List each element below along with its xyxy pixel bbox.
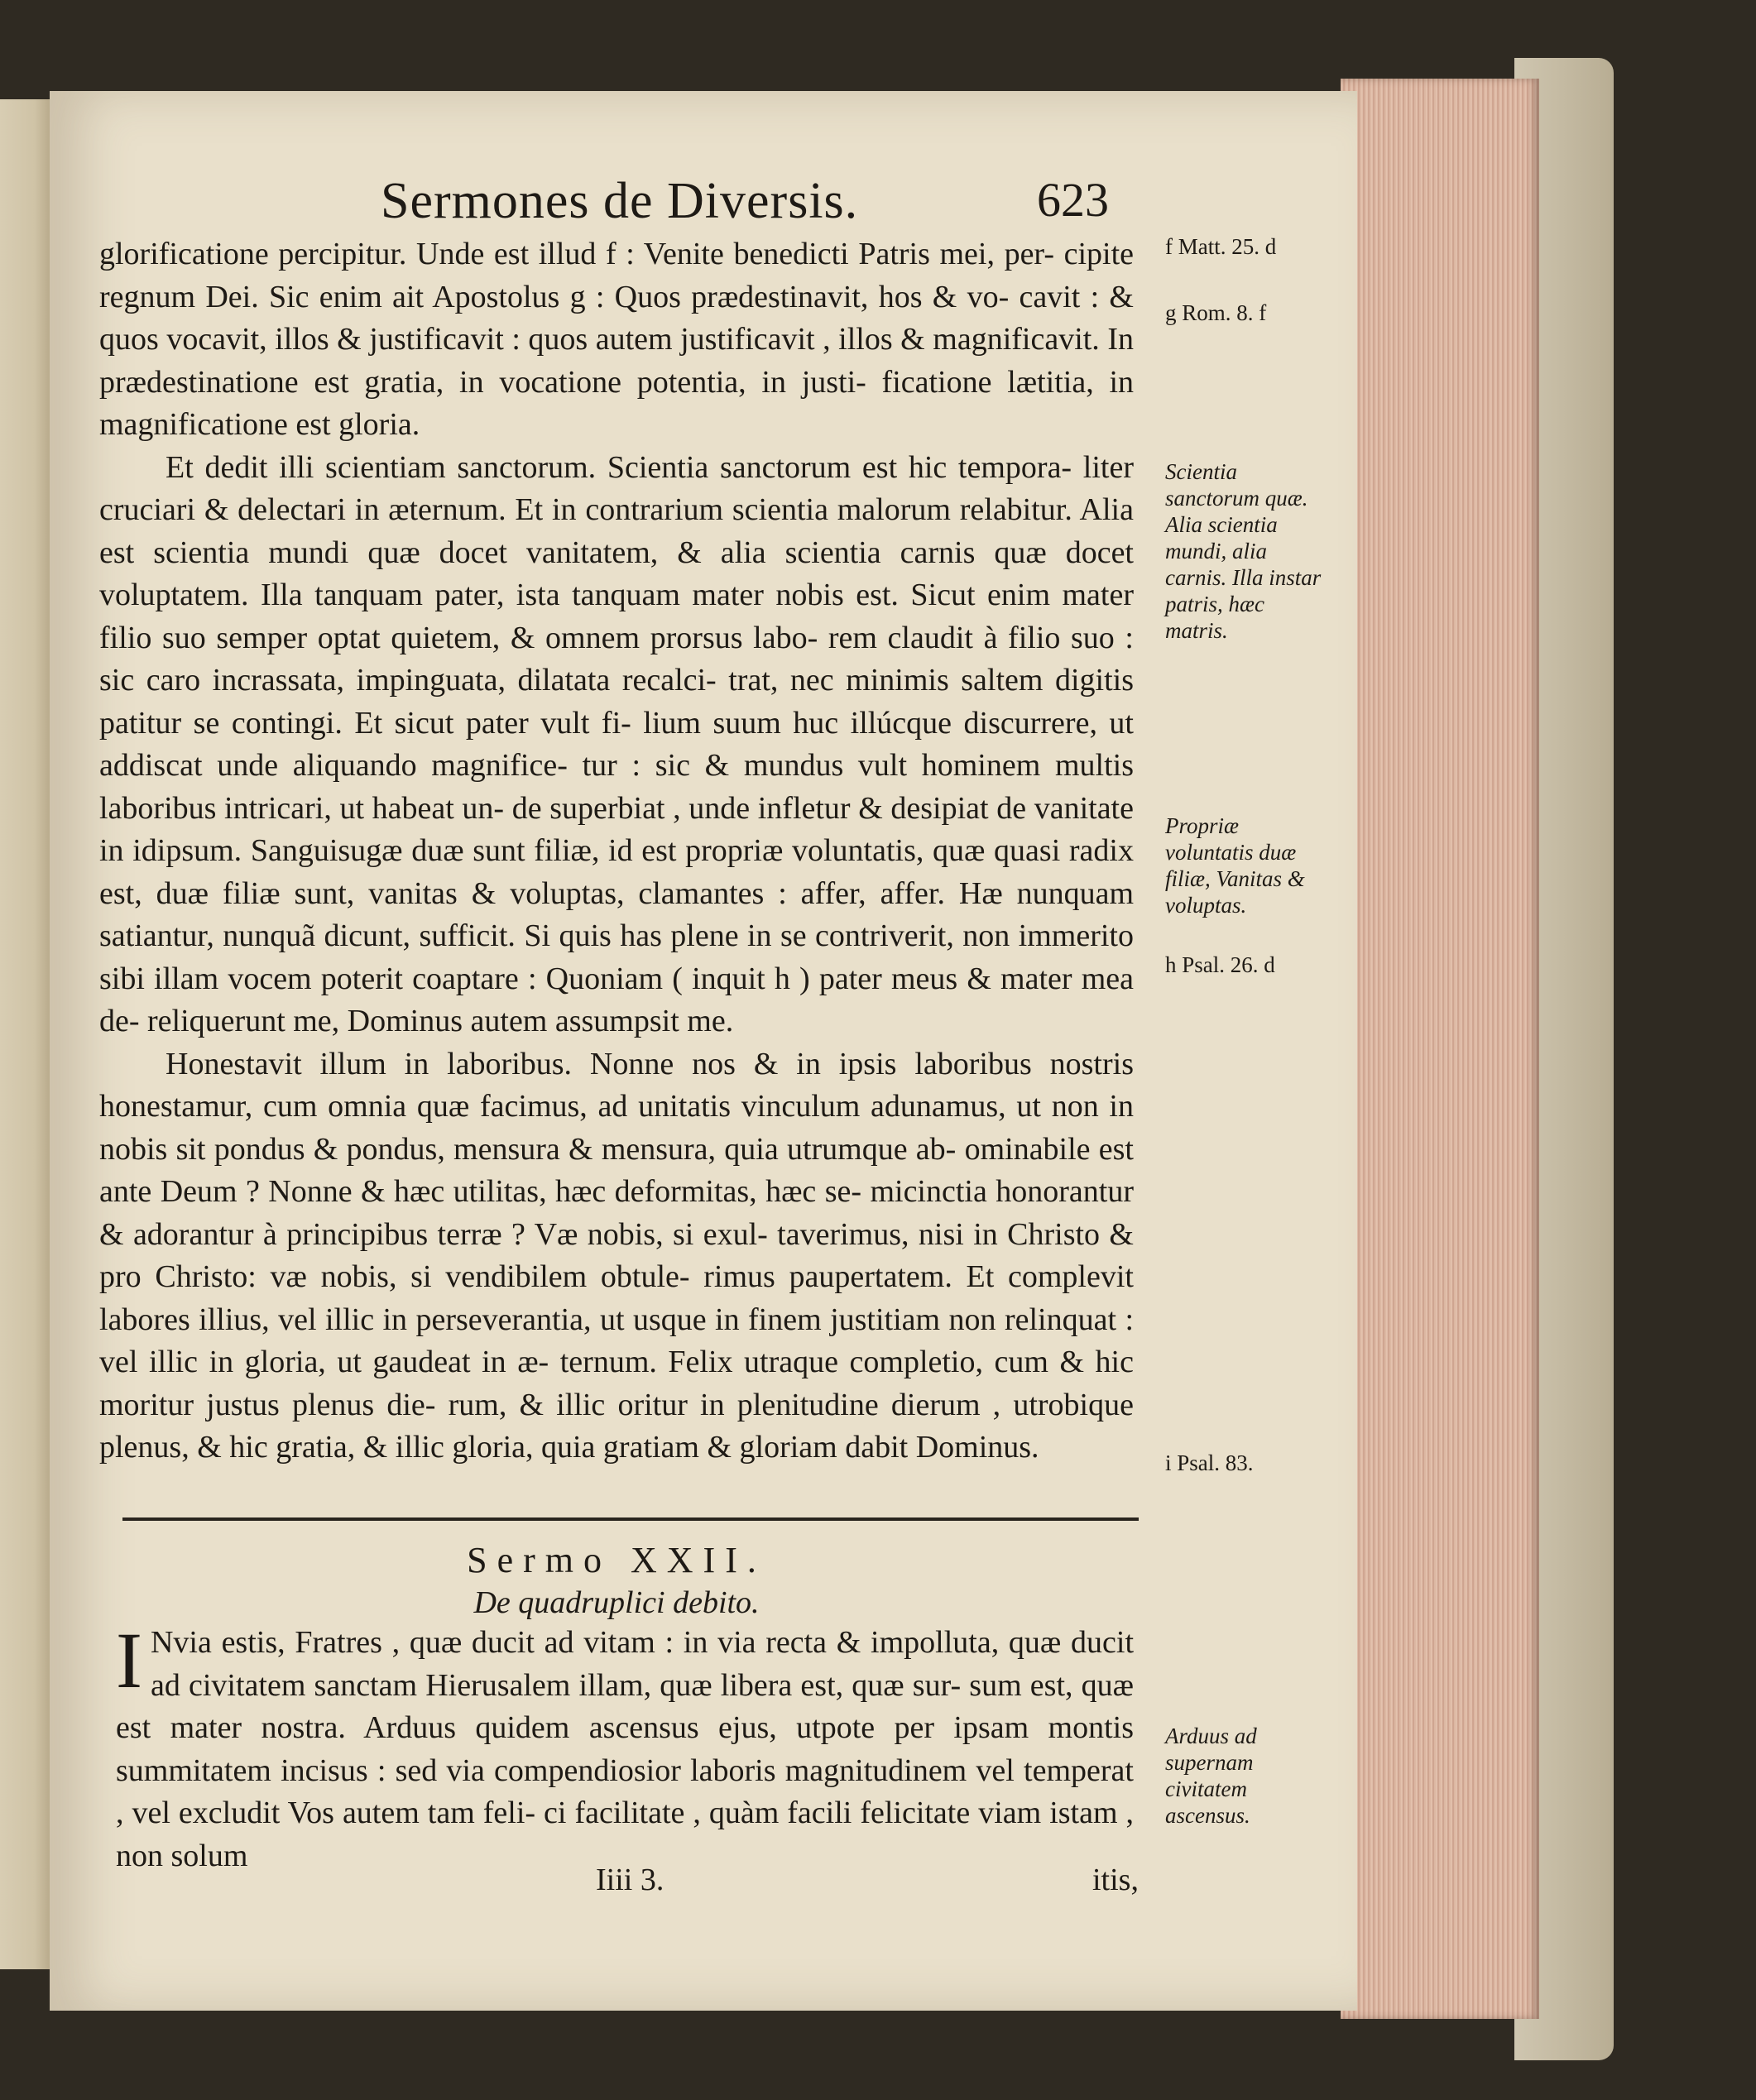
text-line: honestamur, cum omnia quæ facimus, ad unitatis vinculum adunamus, ut — [99, 1089, 1052, 1124]
text-line: Nvia estis, Fratres , quæ ducit ad vitam : in via recta & impolluta, quæ — [150, 1625, 1072, 1660]
margin-note-gloss: Scientia sanctorum quæ. Alia scientia mundi, alia carnis. Illa instar patris, hæc matris. — [1165, 459, 1322, 643]
text-line: & illic gloria, quia gratiam & gloriam dabit Dominus. — [362, 1430, 1039, 1465]
drop-cap: I — [116, 1616, 142, 1704]
signature-mark: Iiii 3. — [596, 1863, 664, 1897]
text-line: ominabile est ante Deum ? Nonne & hæc utilitas, hæc deformitas, hæc se- — [99, 1131, 1134, 1209]
page-number: 623 — [1037, 173, 1109, 227]
text-line: magnificavit. In prædestinatione est gratia, in vocatione potentia, in justi- — [99, 322, 1134, 400]
catchword: itis, — [1092, 1863, 1139, 1897]
text-line: dicunt, sufficit. Si quis has plene in se contriverit, non immerito sibi illam — [99, 918, 1134, 996]
text-line: relabitur. Alia est scientia mundi quæ docet vanitatem, & alia scientia carnis — [99, 492, 1134, 570]
text-line: reliquerunt me, Dominus autem assumpsit me. — [147, 1004, 734, 1038]
text-line: ipsam montis summitatem incisus : sed via compendiosior laboris — [116, 1710, 1134, 1788]
text-line: rum, & illic oritur in plenitudine dierum , utrobique plenus, & hic gratia, — [99, 1387, 1134, 1465]
paragraph-2 — [99, 447, 1134, 1043]
paragraph-3 — [99, 1043, 1134, 1470]
text-line: Et dedit illi scientiam sanctorum. Scientia sanctorum est hic tempora- — [166, 449, 1083, 485]
paragraph-1 — [99, 233, 1134, 447]
text-line: Honestavit illum in laboribus. Nonne nos & in ipsis laboribus nostris — [166, 1046, 1134, 1081]
section-divider — [122, 1517, 1139, 1521]
main-text — [99, 233, 1134, 1470]
margin-note-reference: i Psal. 83. — [1165, 1450, 1254, 1475]
text-line: micinctia honorantur & adorantur à principibus terræ ? Væ nobis, si exul- — [99, 1174, 1134, 1252]
margin-note-reference: h Psal. 26. d — [1165, 952, 1275, 977]
text-line: vanitas & voluptas, clamantes : affer, affer. Hæ nunquam satiantur, nunquã — [99, 875, 1135, 953]
text-line: quæ docet voluptatem. Illa tanquam pater, ista tanquam mater nobis est. — [99, 535, 1134, 612]
text-line: cipite regnum Dei. Sic enim ait Apostolus g : Quos prædestinavit, hos & vo- — [99, 237, 1134, 314]
text-line: non in nobis sit pondus & pondus, mensura & mensura, quia utrumque ab- — [99, 1089, 1134, 1167]
text-line: Sicut enim mater filio suo semper optat quietem, & omnem prorsus labo- — [99, 578, 1134, 655]
margin-note-reference: g Rom. 8. f — [1165, 300, 1267, 325]
text-line: ci facilitate , quàm facili felicitate viam istam , non solum — [116, 1796, 1135, 1873]
text-line: ducit ad civitatem sanctam Hierusalem illam, quæ libera est, quæ sur- — [150, 1625, 1134, 1703]
text-line: glorificatione percipitur. Unde est illud f : Venite benedicti Patris mei, per- — [99, 237, 1064, 271]
text-line: de superbiat , unde infletur & desipiat de vanitate in idipsum. Sanguisugæ — [99, 790, 1134, 868]
text-line: ternum. Felix utraque completio, cum & hic moritur justus plenus die- — [99, 1345, 1134, 1422]
page-header — [381, 172, 1109, 238]
sermon-heading — [99, 1537, 1134, 1622]
text-line: taverimus, nisi in Christo & pro Christo: væ nobis, si vendibilem obtule- — [99, 1216, 1134, 1294]
text-line: rimus paupertatem. Et complevit labores illius, vel illic in perseverantia, ut — [99, 1259, 1134, 1337]
text-line: usque in finem justitiam non relinquat : vel illic in gloria, ut gaudeat in æ- — [99, 1302, 1134, 1379]
text-line: tur : sic & mundus vult hominem multis laboribus intricari, ut habeat un- — [99, 748, 1134, 826]
sermon-title: Sermo XXII. — [467, 1540, 766, 1580]
text-line: ficatione lætitia, in magnificatione est gloria. — [99, 364, 1134, 442]
margin-note-reference: f Matt. 25. d — [1165, 234, 1277, 259]
left-page-edge — [0, 99, 50, 1969]
margin-note-gloss: Arduus ad supernam civitatem ascensus. — [1165, 1724, 1257, 1828]
margin-note-gloss: Propriæ voluntatis duæ filiæ, Vanitas & voluptas. — [1165, 813, 1305, 918]
running-title: Sermones de Diversis. — [381, 173, 859, 229]
sermon-subtitle: De quadruplici debito. — [473, 1585, 760, 1620]
text-line: magnitudinem vel temperat , vel excludit Vos autem tam feli- — [116, 1752, 1134, 1830]
text-line: rem claudit à filio suo : sic caro incrassata, impinguata, dilatata recalci- — [99, 620, 1134, 698]
sermon-text — [116, 1616, 1135, 1877]
text-line: vocem poterit coaptare : Quoniam ( inquit h ) pater meus & mater mea de- — [99, 961, 1135, 1038]
text-line: sum est, quæ est mater nostra. Arduus quidem ascensus ejus, utpote per — [116, 1667, 1134, 1745]
text-line: lium suum huc illúcque discurrere, ut addiscat unde aliquando magnifice- — [99, 705, 1134, 783]
text-line: duæ sunt filiæ, id est propriæ voluntatis, quæ quasi radix est, duæ filiæ sunt, — [99, 833, 1134, 911]
page-fore-edge — [1341, 79, 1539, 2019]
text-line: trat, nec minimis saltem digitis patitur se contingi. Et sicut pater vult fi- — [99, 663, 1135, 741]
text-line: cavit : & quos vocavit, illos & justificavit : quos autem justificavit , illos & — [99, 279, 1134, 357]
text-line: liter cruciari & delectari in æternum. Et in contrarium scientia malorum — [99, 449, 1134, 527]
